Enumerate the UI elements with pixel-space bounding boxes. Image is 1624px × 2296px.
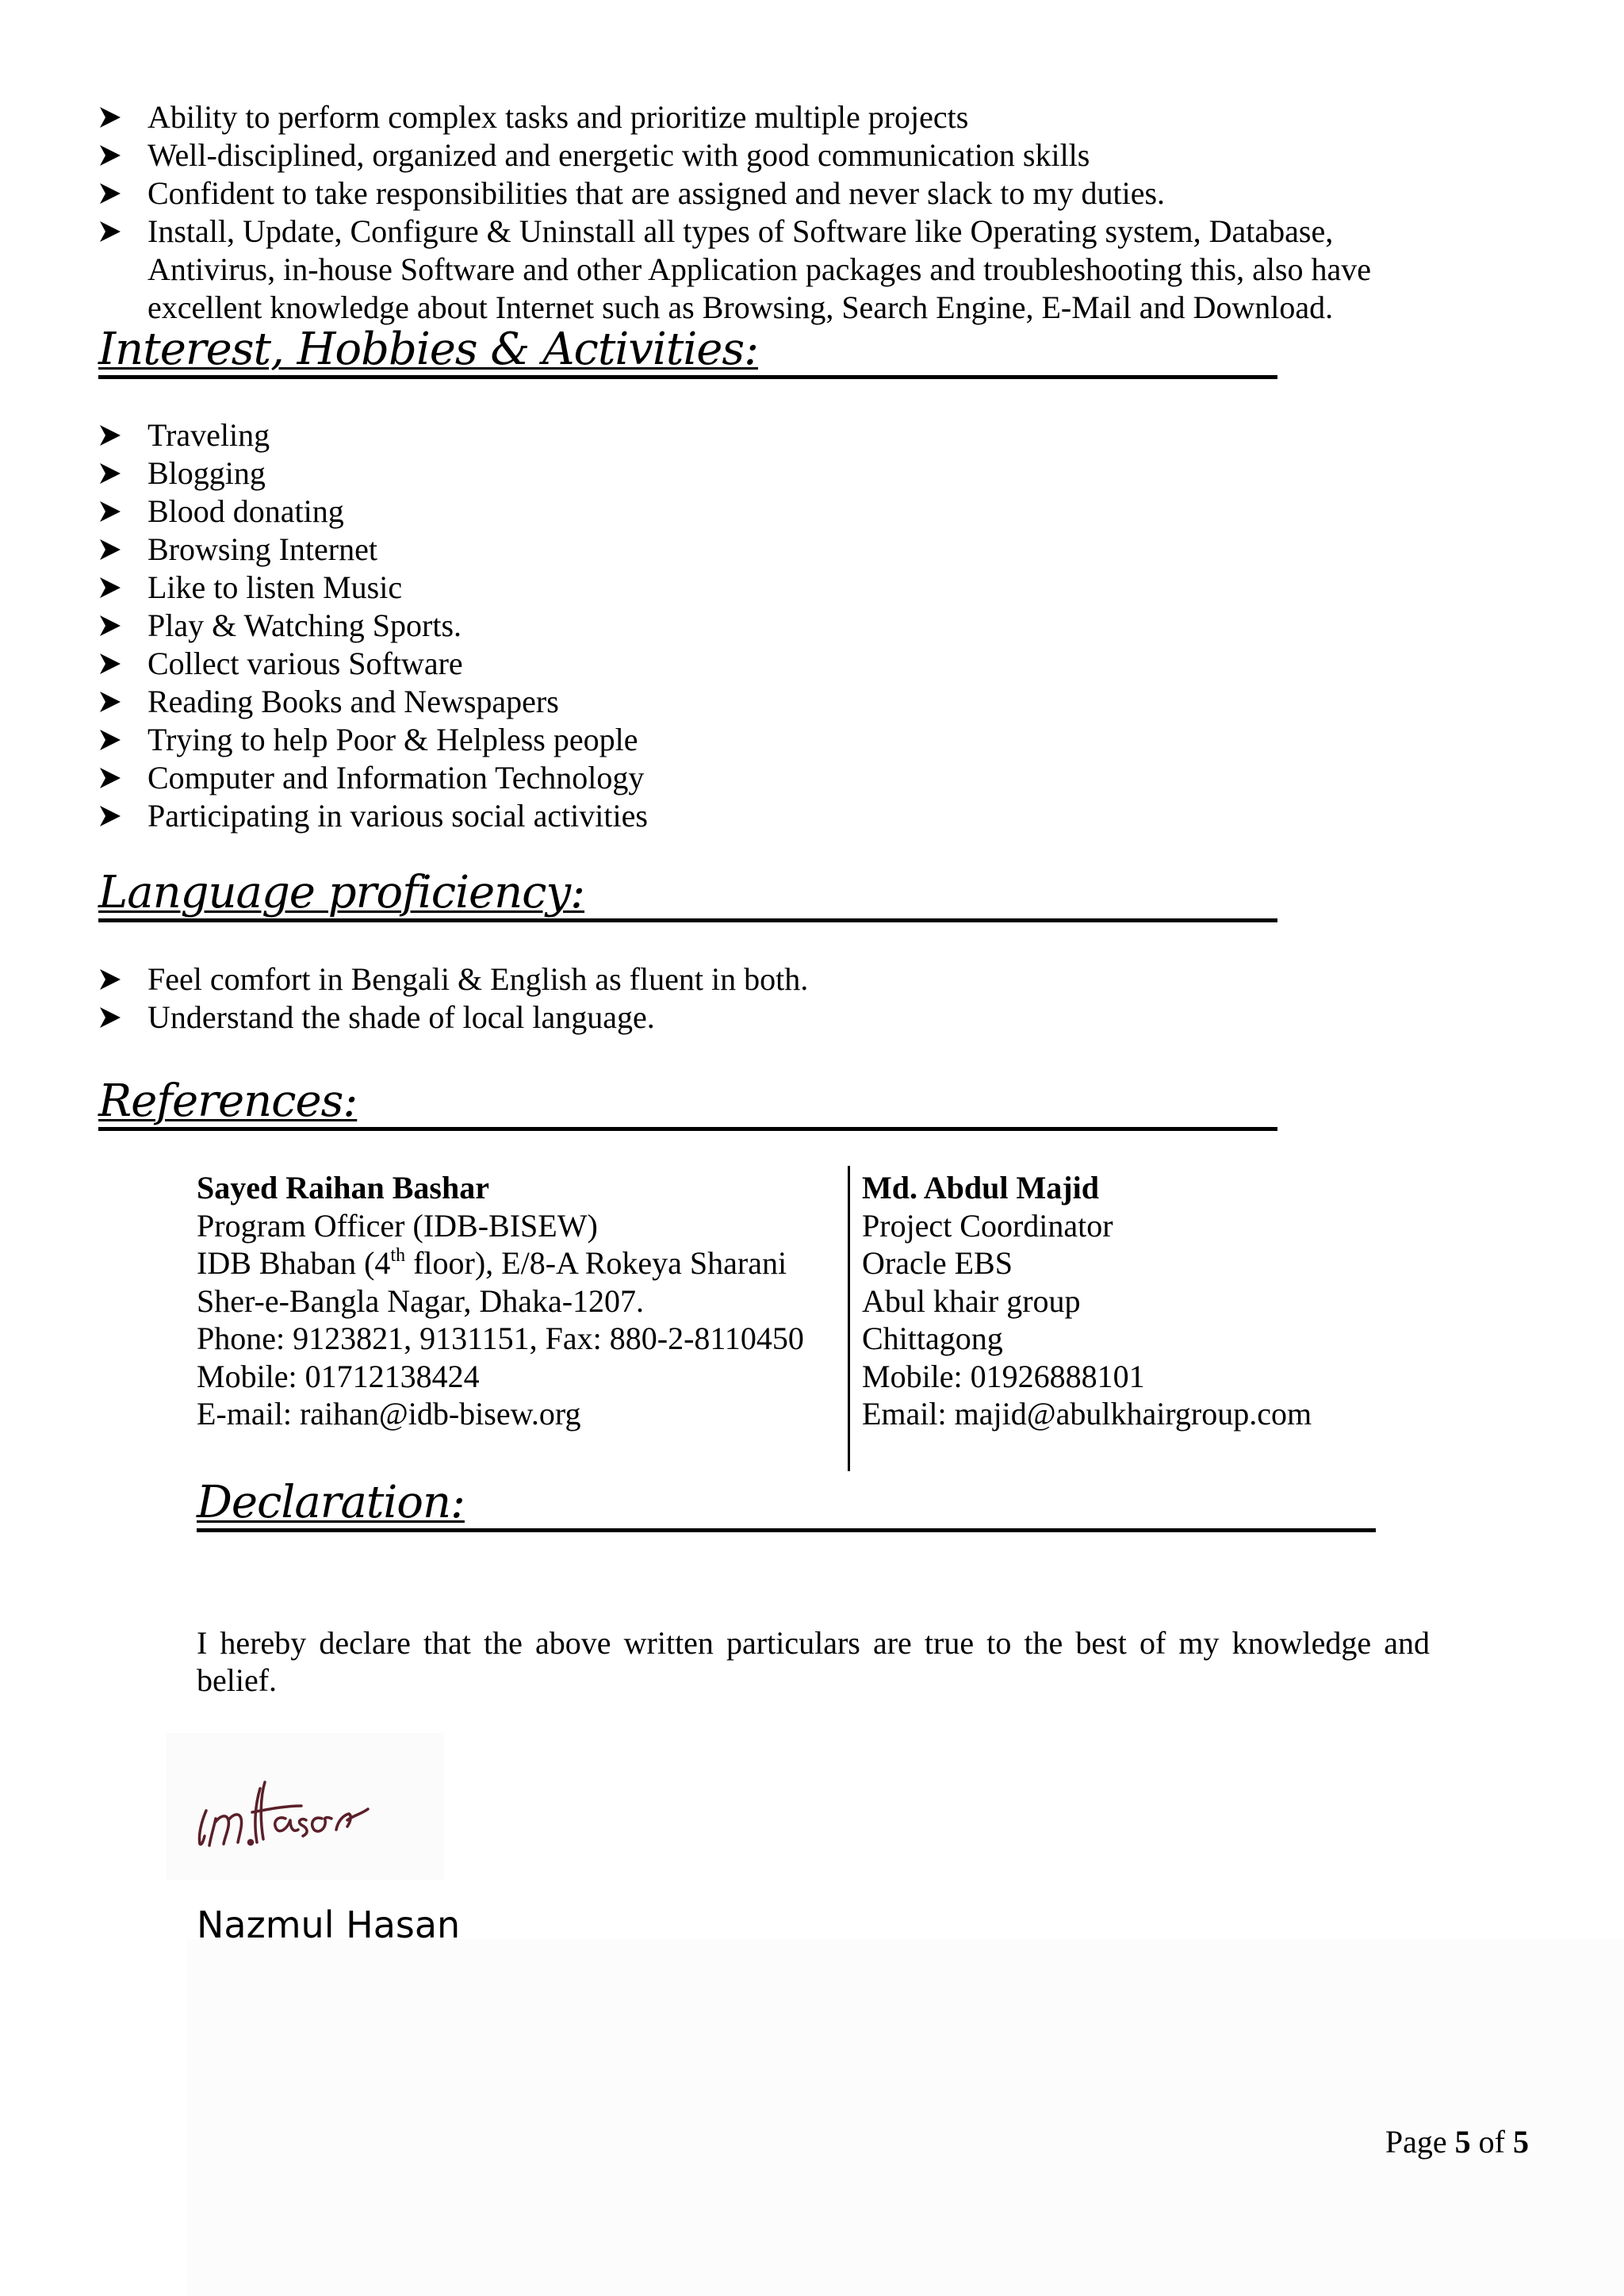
reference-mobile: Mobile: 01712138424 [197,1358,480,1394]
arrow-bullet-icon [98,424,122,447]
reference-left [197,1169,804,1433]
list-item: Trying to help Poor & Helpless people [98,721,1208,759]
list-item: Feel comfort in Bengali & English as fluent in both. [98,960,1208,999]
reference-company: Abul khair group [862,1282,1081,1319]
reference-name: Md. Abdul Majid [862,1170,1099,1205]
arrow-bullet-icon [98,614,122,638]
arrow-bullet-icon [98,538,122,562]
reference-address: IDB Bhaban (4th floor), E/8-A Rokeya Sharani [197,1245,787,1281]
reference-phone: Phone: 9123821, 9131151, Fax: 880-2-8110450 [197,1320,804,1356]
interests-list [98,416,1208,835]
list-item: Computer and Information Technology [98,759,1208,797]
interests-heading: Interest, Hobbies & Activities: [98,327,1277,379]
arrow-bullet-icon [98,220,122,243]
list-item: Well-disciplined, organized and energetic with good communication skills [98,136,1526,174]
list-item: Collect various Software [98,645,1208,683]
reference-name: Sayed Raihan Bashar [197,1170,489,1205]
arrow-bullet-icon [98,182,122,205]
reference-city: Chittagong [862,1320,1003,1356]
skills-list [98,98,1526,327]
reference-org: Oracle EBS [862,1245,1013,1281]
arrow-bullet-icon [98,144,122,167]
arrow-bullet-icon [98,500,122,523]
reference-title: Project Coordinator [862,1207,1113,1244]
signature-image [167,1733,444,1880]
arrow-bullet-icon [98,728,122,752]
list-item: Install, Update, Configure & Uninstall all types of Software like Operating system, Database, Antivirus, in-house Software and other Application packages and troubleshooting this, also have excellent knowledge about Internet such as Browsing, Search Engine, E-Mail and Download. [98,213,1526,327]
arrow-bullet-icon [98,576,122,600]
reference-divider [848,1166,850,1471]
references-heading: References: [98,1079,1277,1131]
list-item: Ability to perform complex tasks and prioritize multiple projects [98,98,1526,136]
reference-mobile: Mobile: 01926888101 [862,1358,1145,1394]
arrow-bullet-icon [98,968,122,991]
arrow-bullet-icon [98,652,122,676]
signature [167,1733,444,1880]
list-item: Traveling [98,416,1208,454]
language-heading: Language proficiency: [98,870,1277,922]
list-item: Blood donating [98,493,1208,531]
reference-title: Program Officer (IDB-BISEW) [197,1207,598,1244]
arrow-bullet-icon [98,105,122,129]
list-item: Play & Watching Sports. [98,607,1208,645]
arrow-bullet-icon [98,1006,122,1029]
list-item: Reading Books and Newspapers [98,683,1208,721]
arrow-bullet-icon [98,804,122,828]
list-item: Like to listen Music [98,569,1208,607]
list-item: Confident to take responsibilities that are assigned and never slack to my duties. [98,174,1526,213]
arrow-bullet-icon [98,462,122,485]
signature-name: Nazmul Hasan [197,1903,461,1946]
reference-email: Email: majid@abulkhairgroup.com [862,1396,1312,1432]
reference-right [862,1169,1312,1433]
arrow-bullet-icon [98,690,122,714]
list-item: Understand the shade of local language. [98,999,1208,1037]
declaration-heading: Declaration: [197,1480,1376,1532]
list-item: Browsing Internet [98,531,1208,569]
declaration-text: I hereby declare that the above written particulars are true to the best of my knowledge and belief. [197,1625,1430,1698]
reference-email: E-mail: raihan@idb-bisew.org [197,1396,581,1432]
page-number: Page 5 of 5 [1385,2124,1529,2160]
arrow-bullet-icon [98,766,122,790]
list-item: Blogging [98,454,1208,493]
scan-shade [186,1939,1624,2296]
list-item: Participating in various social activities [98,797,1208,835]
reference-city: Sher-e-Bangla Nagar, Dhaka-1207. [197,1282,645,1319]
language-list [98,960,1208,1037]
